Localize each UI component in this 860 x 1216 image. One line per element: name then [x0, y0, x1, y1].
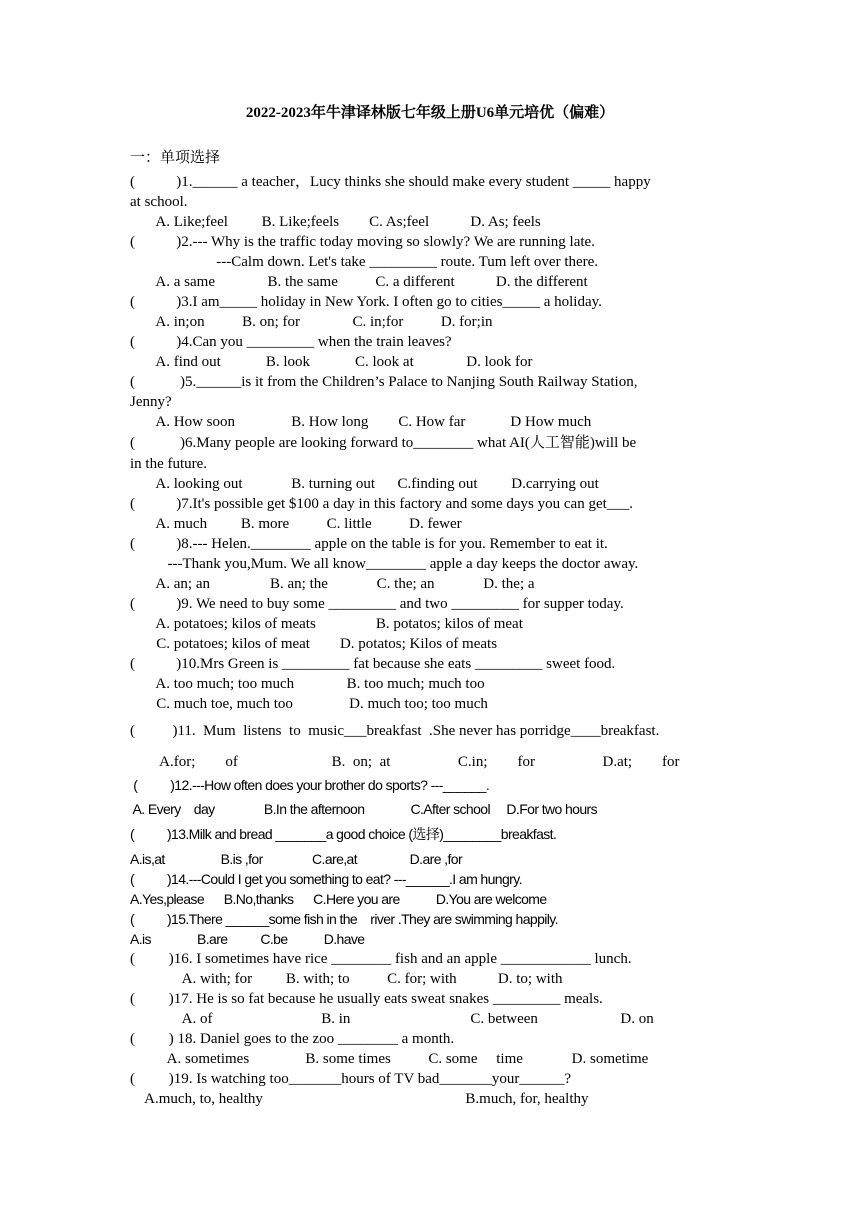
question-line: ( )11. Mum listens to music___breakfast .She never has porridge____breakfast. — [130, 723, 660, 739]
question-line: ---Thank you,Mum. We all know________ apple a day keeps the doctor away. — [130, 556, 639, 572]
option-line: C. much toe, much too D. much too; too much — [130, 696, 488, 712]
page-title: 2022-2023年牛津译林版七年级上册U6单元培优（偏难） — [245, 105, 615, 121]
question-line: ( )16. I sometimes have rice ________ fish and an apple ____________ lunch. — [130, 951, 632, 967]
question-line: ( )3.I am_____ holiday in New York. I often go to cities_____ a holiday. — [130, 294, 602, 310]
option-line: A.Yes,please B.No,thanks C.Here you are D.You are welcome — [130, 891, 547, 907]
option-line: A. sometimes B. some times C. some time D. sometime — [130, 1051, 649, 1067]
option-line: A.for; of B. on; at C.in; for D.at; for — [130, 754, 680, 770]
question-line: ( )4.Can you _________ when the train leaves? — [130, 334, 452, 350]
question-line: ( )9. We need to buy some _________ and two _________ for supper today. — [130, 596, 624, 612]
option-line: A. too much; too much B. too much; much too — [130, 676, 485, 692]
option-line: A.is,at B.is ,for C.are,at D.are ,for — [130, 851, 463, 867]
section-heading: 一：单项选择 — [130, 150, 221, 166]
question-line: in the future. — [130, 456, 208, 472]
option-line: A. How soon B. How long C. How far D How much — [130, 414, 592, 430]
question-line: ( )2.--- Why is the traffic today moving so slowly? We are running late. — [130, 234, 595, 250]
option-line: A. with; for B. with; to C. for; with D. to; with — [130, 971, 563, 987]
option-line: A.is B.are C.be D.have — [130, 931, 365, 947]
option-line: A. a same B. the same C. a different D. the different — [130, 274, 588, 290]
option-line: A. looking out B. turning out C.finding out D.carrying out — [130, 476, 599, 492]
option-line: A. much B. more C. little D. fewer — [130, 516, 462, 532]
option-line: A. of B. in C. between D. on — [130, 1011, 654, 1027]
question-line: ( )6.Many people are looking forward to________ what AI(人工智能)will be — [130, 435, 637, 451]
question-line: at school. — [130, 194, 188, 210]
question-line: ( )1.______ a teacher，Lucy thinks she should make every student _____ happy — [130, 174, 651, 190]
question-line: ---Calm down. Let's take _________ route. Tum left over there. — [130, 254, 599, 270]
question-line: ( )14.---Could I get you something to eat? ---______.I am hungry. — [130, 871, 522, 887]
question-line: ( )7.It's possible get $100 a day in this factory and some days you can get___. — [130, 496, 634, 512]
question-line: ( )19. Is watching too_______hours of TV bad_______your______? — [130, 1071, 572, 1087]
question-line: ( )15.There ______some fish in the river .They are swimming happily. — [130, 911, 558, 927]
option-line: A. in;on B. on; for C. in;for D. for;in — [130, 314, 493, 330]
option-line: A. potatoes; kilos of meats B. potatos; kilos of meat — [130, 616, 523, 632]
option-line: A. Every day B.In the afternoon C.After school D.For two hours — [130, 801, 598, 817]
question-line: ( )12.---How often does your brother do sports? ---______. — [130, 777, 490, 793]
question-line: ( )13.Milk and bread _______a good choice (选择)________breakfast. — [130, 826, 557, 842]
question-line: ( )5.______is it from the Children’s Palace to Nanjing South Railway Station, — [130, 374, 638, 390]
option-line: A. find out B. look C. look at D. look for — [130, 354, 533, 370]
question-line: ( )17. He is so fat because he usually eats sweat snakes _________ meals. — [130, 991, 603, 1007]
option-line: C. potatoes; kilos of meat D. potatos; Kilos of meats — [130, 636, 498, 652]
option-line: A.much, to, healthy B.much, for, healthy — [130, 1091, 589, 1107]
question-line: Jenny? — [130, 394, 172, 410]
option-line: A. an; an B. an; the C. the; an D. the; a — [130, 576, 535, 592]
question-line: ( )10.Mrs Green is _________ fat because she eats _________ sweet food. — [130, 656, 616, 672]
option-line: A. Like;feel B. Like;feels C. As;feel D. As; feels — [130, 214, 541, 230]
question-line: ( )8.--- Helen.________ apple on the table is for you. Remember to eat it. — [130, 536, 608, 552]
question-line: ( ) 18. Daniel goes to the zoo ________ a month. — [130, 1031, 455, 1047]
